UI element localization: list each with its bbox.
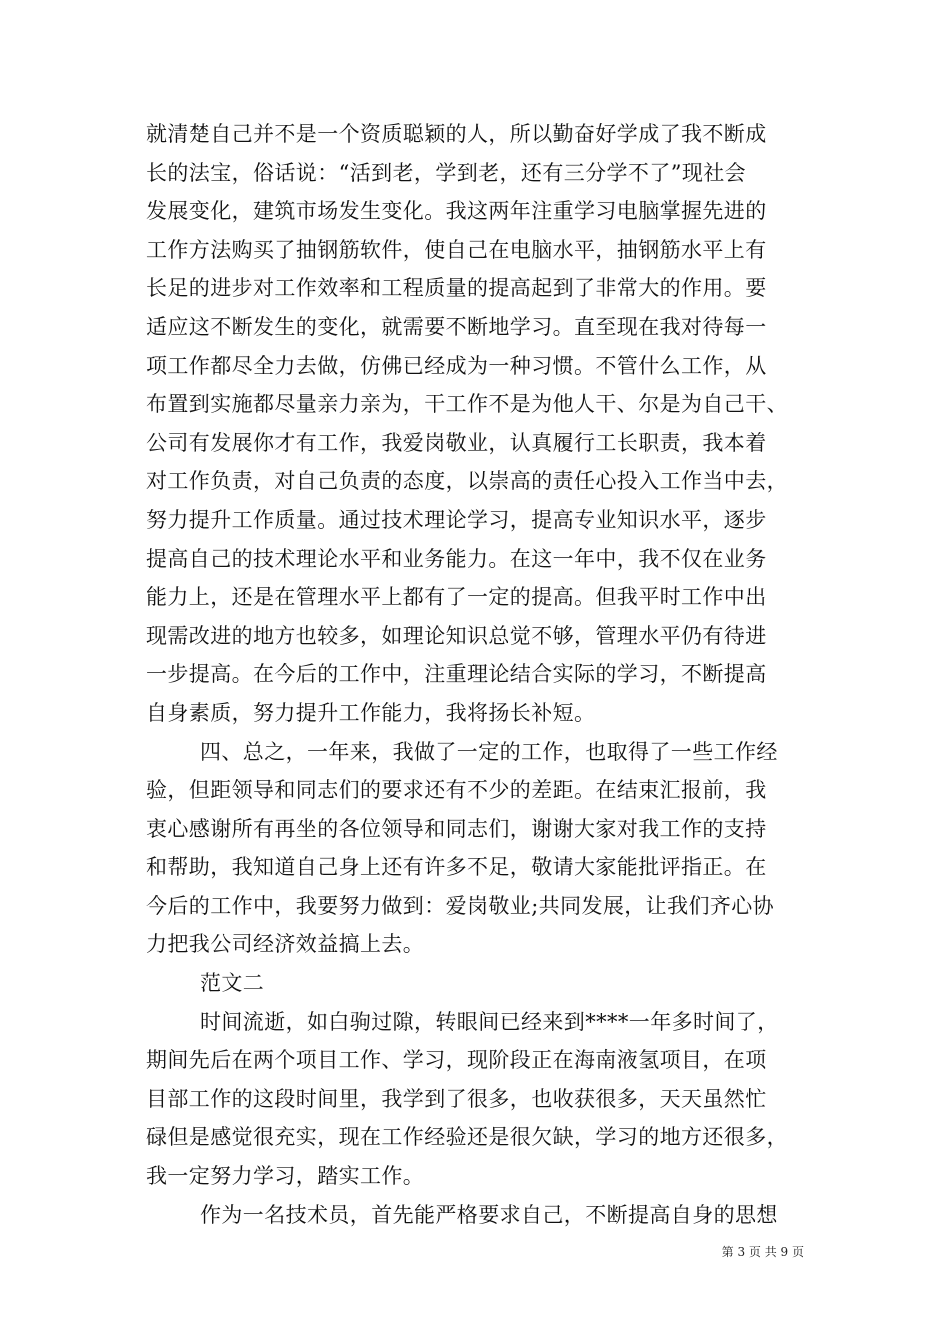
- text-line: 公司有发展你才有工作，我爱岗敬业，认真履行工长职责，我本着: [146, 430, 767, 455]
- text-line: 力把我公司经济效益搞上去。: [146, 932, 425, 957]
- page-number: 第 3 页 共 9 页: [721, 1245, 804, 1259]
- text-line: 时间流逝，如白驹过隙，转眼间已经来到****一年多时间了，: [200, 1009, 779, 1034]
- text-line: 布置到实施都尽量亲力亲为，干工作不是为他人干、尔是为自己干、: [146, 392, 788, 417]
- text-line: 和帮助，我知道自己身上还有许多不足，敬请大家能批评指正。在: [146, 855, 767, 880]
- text-line: 四、总之，一年来，我做了一定的工作，也取得了一些工作经: [200, 739, 778, 764]
- text-line: 能力上，还是在管理水平上都有了一定的提高。但我平时工作中出: [146, 585, 767, 610]
- text-line: 目部工作的这段时间里，我学到了很多，也收获很多，天天虽然忙: [146, 1086, 767, 1111]
- text-line: 提高自己的技术理论水平和业务能力。在这一年中，我不仅在业务: [146, 546, 767, 571]
- text-line: 衷心感谢所有再坐的各位领导和同志们，谢谢大家对我工作的支持: [146, 816, 767, 841]
- text-line: 发展变化，建筑市场发生变化。我这两年注重学习电脑掌握先进的: [146, 199, 767, 224]
- text-line: 项工作都尽全力去做，仿佛已经成为一种习惯。不管什么工作，从: [146, 353, 767, 378]
- text-line: 对工作负责，对自己负责的态度，以崇高的责任心投入工作当中去，: [146, 469, 788, 494]
- text-line: 自身素质，努力提升工作能力，我将扬长补短。: [146, 700, 596, 725]
- text-line: 适应这不断发生的变化，就需要不断地学习。直至现在我对待每一: [146, 314, 767, 339]
- text-line: 努力提升工作质量。通过技术理论学习，提高专业知识水平，逐步: [146, 507, 767, 532]
- text-line: 范文二: [200, 971, 265, 996]
- body-text: [146, 115, 811, 1234]
- text-line: 碌但是感觉很充实，现在工作经验还是很欠缺，学习的地方还很多，: [146, 1125, 788, 1150]
- text-line: 今后的工作中，我要努力做到：爱岗敬业;共同发展，让我们齐心协: [146, 893, 775, 918]
- text-line: 作为一名技术员，首先能严格要求自己，不断提高自身的思想: [200, 1202, 778, 1227]
- text-line: 长的法宝，俗话说：“活到老，学到老，还有三分学不了”现社会: [146, 160, 747, 185]
- text-line: 长足的进步对工作效率和工程质量的提高起到了非常大的作用。要: [146, 276, 767, 301]
- text-line: 一步提高。在今后的工作中，注重理论结合实际的学习，不断提高: [146, 662, 767, 687]
- text-line: 就清楚自己并不是一个资质聪颖的人，所以勤奋好学成了我不断成: [146, 122, 767, 146]
- text-line: 现需改进的地方也较多，如理论知识总觉不够，管理水平仍有待进: [146, 623, 767, 648]
- text-line: 验，但距领导和同志们的要求还有不少的差距。在结束汇报前，我: [146, 778, 767, 803]
- text-line: 我一定努力学习，踏实工作。: [146, 1164, 425, 1189]
- text-line: 期间先后在两个项目工作、学习，现阶段正在海南液氢项目，在项: [146, 1048, 767, 1073]
- text-line: 工作方法购买了抽钢筋软件，使自己在电脑水平，抽钢筋水平上有: [146, 237, 767, 262]
